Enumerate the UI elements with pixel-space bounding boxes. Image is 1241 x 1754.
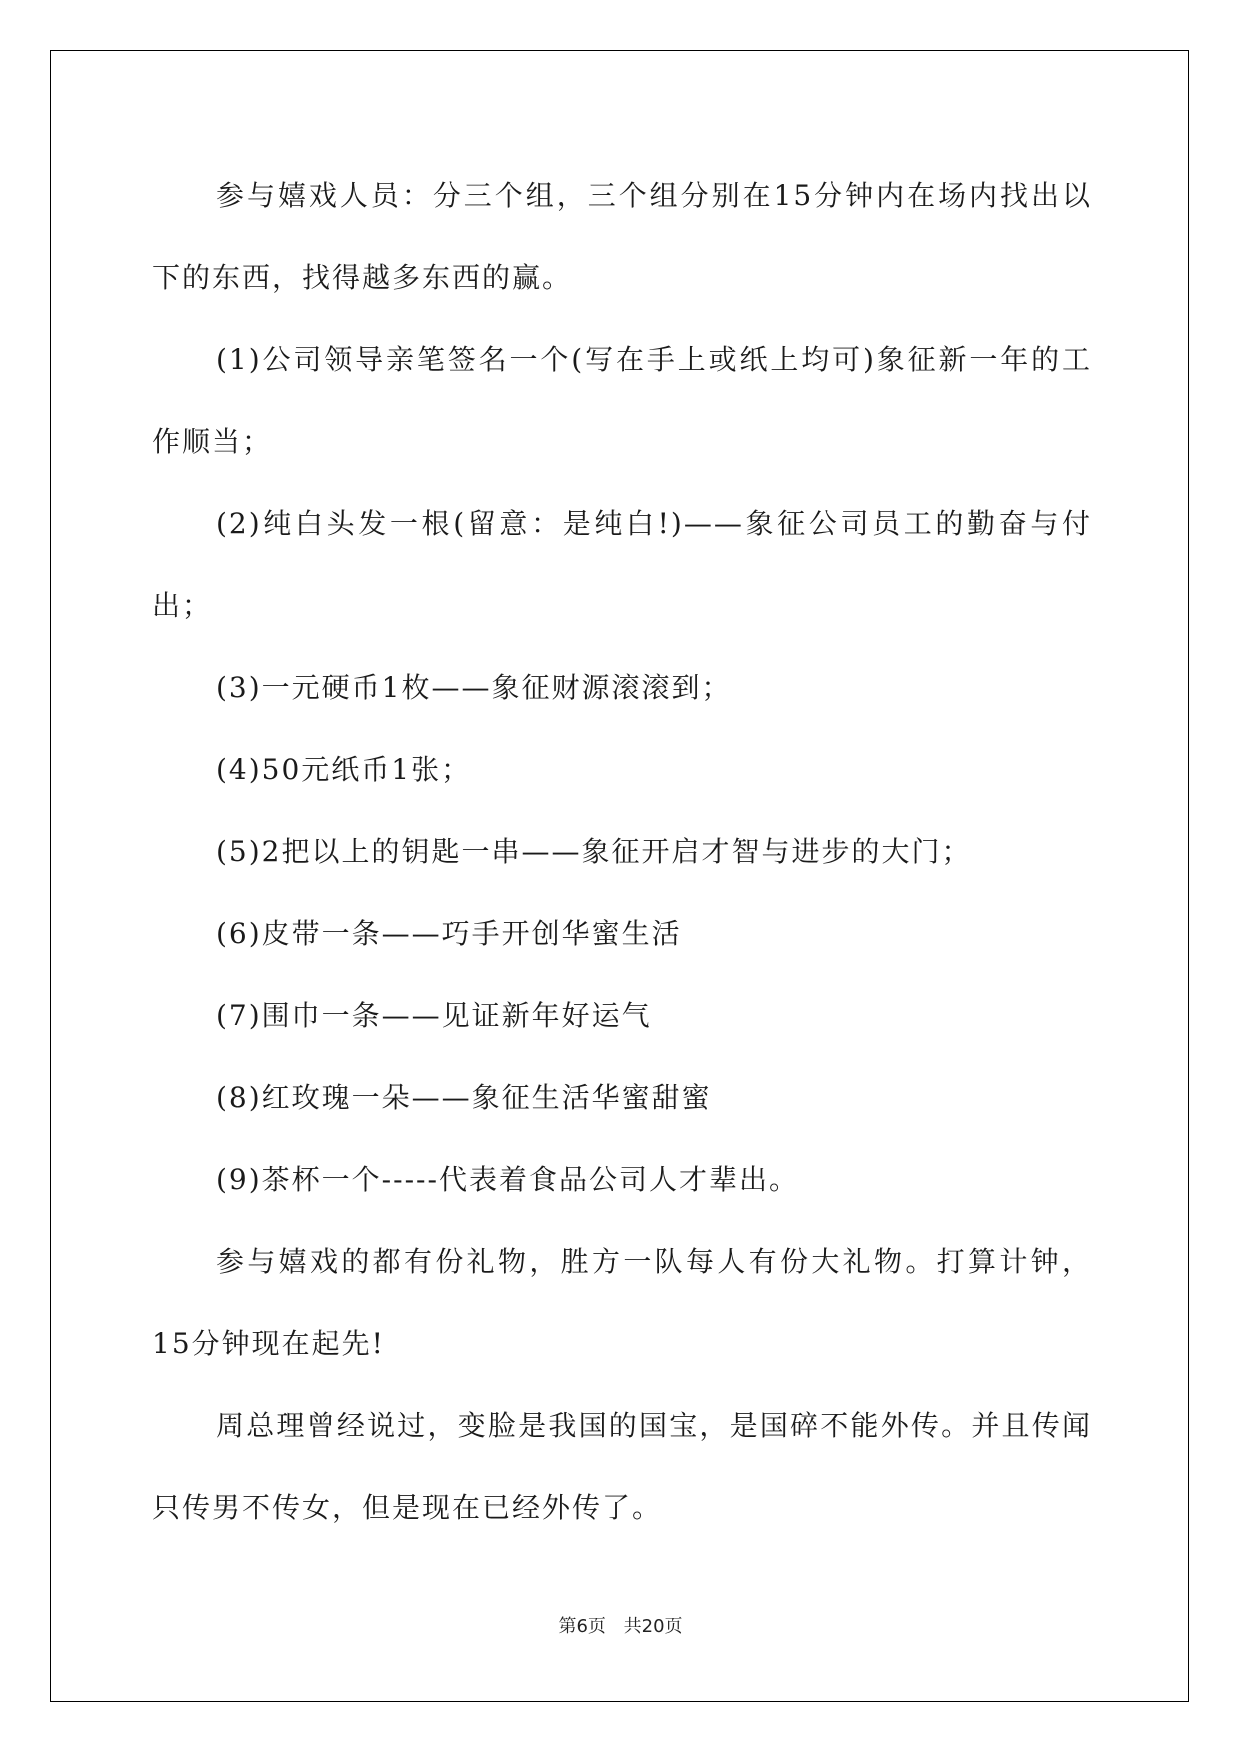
list-item-7: (7)围巾一条——见证新年好运气 [216, 999, 652, 1032]
document-body [152, 155, 1092, 1549]
paragraph-rules: 参与嬉戏人员：分三个组，三个组分别在15分钟内在场内找出以下的东西，找得越多东西的赢。 [152, 179, 1092, 294]
list-item-3: (3)一元硬币1枚——象征财源滚滚到； [216, 671, 732, 704]
list-item-6: (6)皮带一条——巧手开创华蜜生活 [216, 917, 682, 950]
list-item-1: (1)公司领导亲笔签名一个(写在手上或纸上均可)象征新一年的工作顺当； [152, 343, 1092, 458]
list-item-4: (4)50元纸币1张； [216, 753, 472, 786]
page-number: 第6页 [558, 1616, 606, 1637]
list-item-2: (2)纯白头发一根(留意：是纯白!)——象征公司员工的勤奋与付出； [152, 507, 1092, 622]
page-footer [0, 1612, 1241, 1638]
paragraph-prizes: 参与嬉戏的都有份礼物，胜方一队每人有份大礼物。打算计钟，15分钟现在起先! [152, 1245, 1092, 1360]
list-item-5: (5)2把以上的钥匙一串——象征开启才智与进步的大门； [216, 835, 972, 868]
list-item-9: (9)茶杯一个-----代表着食品公司人才辈出。 [216, 1163, 799, 1196]
list-item-8: (8)红玫瑰一朵——象征生活华蜜甜蜜 [216, 1081, 712, 1114]
paragraph-face-changing: 周总理曾经说过，变脸是我国的国宝，是国碎不能外传。并且传闻只传男不传女，但是现在已经外传了。 [152, 1409, 1092, 1524]
page-total: 共20页 [623, 1616, 683, 1637]
